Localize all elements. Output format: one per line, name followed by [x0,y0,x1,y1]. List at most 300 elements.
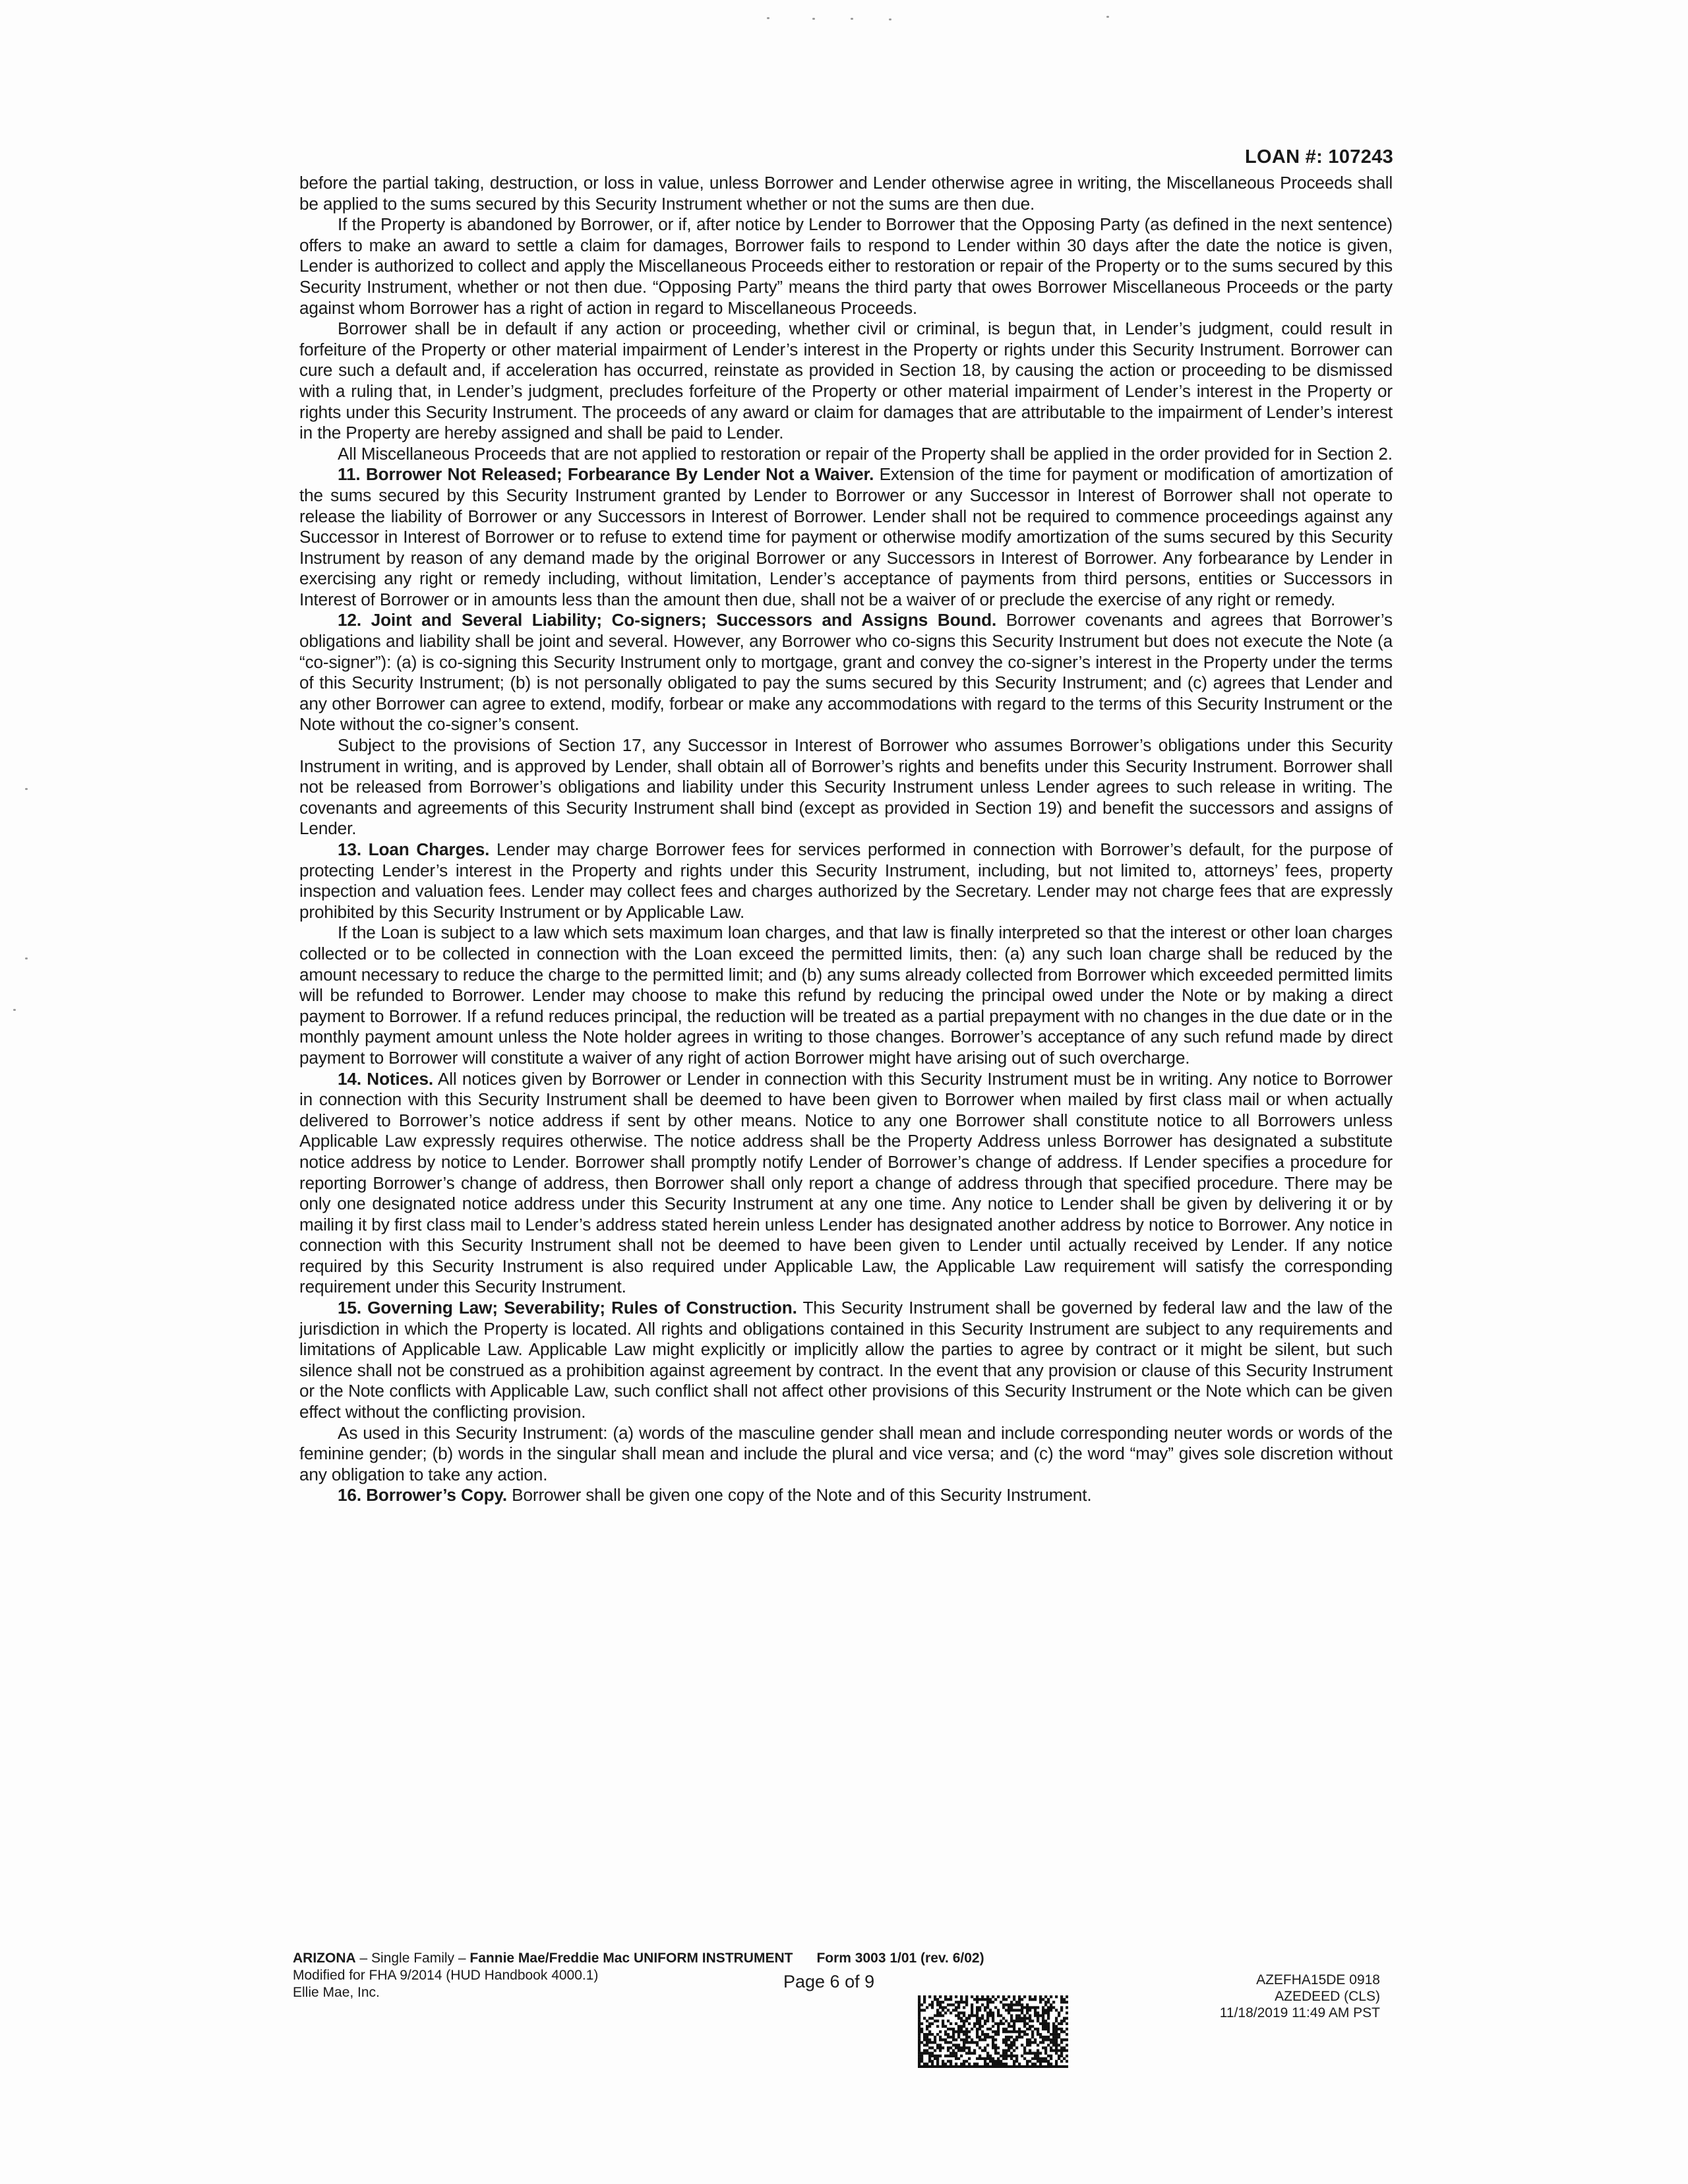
section-heading: 16. Borrower’s Copy. [338,1485,508,1505]
paragraph: Subject to the provisions of Section 17, any Successor in Interest of Borrower who assumes Borrower’s obligations under this Security Instrument in writing, and is approved by Lender, shall obtain all of Borrower’s rights and benefits under this Security Instrument. Borrower shall not be released from Borrower’s obligations and liability under this Security Instrument unless Lender agrees to such release in writing. The covenants and agreements of this Security Instrument shall bind (except as provided in Section 19) and benefit the successors and assigns of Lender. [299,735,1393,839]
barcode-module [931,2006,934,2009]
barcode-module [1010,2046,1013,2049]
barcode-module [1029,2044,1031,2046]
barcode-module [992,2063,994,2065]
barcode-module [1026,2063,1029,2065]
barcode-module [1029,2015,1031,2017]
barcode-module [926,2065,928,2068]
barcode-module [947,2036,950,2038]
barcode-module [1002,2049,1005,2051]
barcode-module [1008,2030,1010,2033]
barcode-module [950,2052,952,2055]
barcode-module [923,2036,926,2038]
barcode-module [960,2049,963,2051]
barcode-module [1058,2011,1060,2014]
barcode-module [1005,2030,1008,2033]
barcode-module [1023,1995,1026,1998]
barcode-module [979,2038,981,2041]
barcode-module [944,2030,947,2033]
barcode-module [939,2038,942,2041]
barcode-module [931,2001,934,2003]
barcode-module [1058,2044,1060,2046]
barcode-module [989,1998,992,2001]
barcode-module [939,2015,942,2017]
barcode-module [968,2063,971,2065]
barcode-module [1060,2038,1063,2041]
barcode-module [942,2001,944,2003]
barcode-module [947,2003,950,2006]
barcode-module [1055,2009,1058,2011]
barcode-module [920,2022,923,2025]
barcode-module [968,2046,971,2049]
barcode-module [1029,2006,1031,2009]
barcode-module [1018,2028,1021,2030]
barcode-module [1042,2015,1044,2017]
barcode-module [1018,2009,1021,2011]
barcode-module [920,2030,923,2033]
barcode-module [936,2055,939,2057]
barcode-module [1044,2028,1047,2030]
barcode-module [1008,2038,1010,2041]
barcode-module [952,2052,955,2055]
barcode-module [1066,2049,1068,2051]
barcode-module [942,2006,944,2009]
barcode-module [923,2065,926,2068]
barcode-module [994,2044,997,2046]
barcode-module [976,2033,979,2036]
barcode-module [1034,2038,1037,2041]
barcode-module [1034,2041,1037,2044]
barcode-module [1023,2030,1026,2033]
barcode-module [944,2033,947,2036]
barcode-module [920,2060,923,2063]
barcode-module [1044,2020,1047,2022]
barcode-module [1039,2022,1042,2025]
barcode-module [1018,2030,1021,2033]
barcode-module [1013,2025,1015,2028]
barcode-module [1055,2046,1058,2049]
barcode-module [1055,2028,1058,2030]
barcode-module [989,2009,992,2011]
barcode-module [1015,2057,1018,2060]
barcode-module [997,1995,1000,1998]
barcode-module [1050,2003,1052,2006]
scan-speck [812,18,815,20]
barcode-module [1015,2001,1018,2003]
barcode-module [979,2025,981,2028]
barcode-module [989,2060,992,2063]
barcode-module [1015,2020,1018,2022]
barcode-module [931,2017,934,2020]
barcode-module [1018,2033,1021,2036]
barcode-module [950,2028,952,2030]
barcode-module [1015,2017,1018,2020]
barcode-module [994,2049,997,2051]
barcode-module [939,2046,942,2049]
barcode-module [918,2060,920,2063]
scan-speck [25,957,28,959]
barcode-module [976,2009,979,2011]
barcode-module [1058,2033,1060,2036]
barcode-module [1050,2063,1052,2065]
barcode-module [1008,2065,1010,2068]
barcode-module [984,2049,986,2051]
barcode-module [1021,2030,1023,2033]
barcode-module [997,2009,1000,2011]
barcode-module [1010,2009,1013,2011]
barcode-module [997,2052,1000,2055]
barcode-module [984,2063,986,2065]
barcode-module [1034,2015,1037,2017]
barcode-module [1034,2063,1037,2065]
barcode-module [1052,2036,1055,2038]
barcode-module [979,2036,981,2038]
barcode-module [928,2033,931,2036]
barcode-module [1008,2049,1010,2051]
barcode-module [1005,1998,1008,2001]
barcode-module [923,1995,926,1998]
barcode-module [994,2065,997,2068]
barcode-module [928,2046,931,2049]
barcode-module [1039,2041,1042,2044]
paragraph: before the partial taking, destruction, or loss in value, unless Borrower and Lender otherwise agree in writing, the Miscellaneous Proceeds shall be applied to the sums secured by this Security Instrument whether or not the sums are then due. [299,173,1393,214]
barcode-module [942,2015,944,2017]
barcode-module [947,2049,950,2051]
barcode-module [1005,2020,1008,2022]
barcode-module [939,2044,942,2046]
barcode-module [992,2036,994,2038]
barcode-module [1055,2033,1058,2036]
barcode-module [936,1998,939,2001]
barcode-module [1063,2065,1066,2068]
barcode-module [950,2011,952,2014]
barcode-module [979,2046,981,2049]
barcode-module [997,2046,1000,2049]
barcode-module [1066,2065,1068,2068]
barcode-module [926,2063,928,2065]
barcode-module [952,2036,955,2038]
barcode-module [1037,2065,1039,2068]
barcode-module [994,2046,997,2049]
barcode-module [1039,2001,1042,2003]
barcode-module [994,2063,997,2065]
barcode-module [1000,2020,1002,2022]
barcode-module [1021,2017,1023,2020]
barcode-module [989,2015,992,2017]
page-number: Page 6 of 9 [783,1972,875,1991]
barcode-module [957,2036,960,2038]
barcode-module [928,2038,931,2041]
barcode-module [934,2038,936,2041]
barcode-module [1008,2009,1010,2011]
barcode-module [1042,2057,1044,2060]
barcode-module [1044,2011,1047,2014]
barcode-module [1031,2025,1034,2028]
barcode-module [1047,2025,1050,2028]
barcode-module [920,2041,923,2044]
barcode-module [960,2030,963,2033]
barcode-module [918,2017,920,2020]
barcode-module [981,2017,984,2020]
barcode-module [1000,2060,1002,2063]
barcode-module [1066,2055,1068,2057]
paragraph: If the Property is abandoned by Borrower, or if, after notice by Lender to Borrower that the Opposing Party (as defined in the next sentence) offers to make an award to settle a claim for damages, Borrower fails to respond to Lender within 30 days after the date the notice is given, Lender is authorized to collect and apply the Miscellaneous Proceeds either to restoration or repair of the Property or to the sums secured by this Security Instrument, whether or not then due. “Opposing Party” means the third party that owes Borrower Miscellaneous Proceeds or the party against whom Borrower has a right of action in regard to Miscellaneous Proceeds. [299,214,1393,318]
barcode-module [955,2015,957,2017]
barcode-module [1005,2003,1008,2006]
barcode-module [934,2041,936,2044]
barcode-module [1060,2060,1063,2063]
barcode-module [918,2028,920,2030]
barcode-module [928,2055,931,2057]
barcode-module [997,2033,1000,2036]
barcode-module [960,1995,963,1998]
barcode-module [1008,2055,1010,2057]
barcode-module [1015,2065,1018,2068]
barcode-module [920,2052,923,2055]
barcode-module [971,2028,973,2030]
barcode-module [1055,2017,1058,2020]
barcode-module [992,2041,994,2044]
barcode-module [965,2017,968,2020]
barcode-module [1047,2017,1050,2020]
barcode-module [976,2057,979,2060]
paragraph: As used in this Security Instrument: (a) words of the masculine gender shall mean and include corresponding neuter words or words of the feminine gender; (b) words in the singular shall mean and include the plural and vice versa; and (c) the word “may” gives sole discretion without any obligation to take any action. [299,1422,1393,1484]
barcode-module [1005,2038,1008,2041]
footer-modified: Modified for FHA 9/2014 (HUD Handbook 4000.1) [293,1968,599,1983]
barcode-module [997,2060,1000,2063]
barcode-module [1066,2017,1068,2020]
barcode-module [944,2025,947,2028]
barcode-module [1008,2044,1010,2046]
barcode-module [963,2049,965,2051]
barcode-module [944,2041,947,2044]
barcode-module [918,2044,920,2046]
barcode-module [923,2044,926,2046]
barcode-module [957,2049,960,2051]
barcode-module [918,2009,920,2011]
barcode-module [928,2057,931,2060]
barcode-module [1013,2055,1015,2057]
barcode-module [992,2001,994,2003]
barcode-module [984,2057,986,2060]
barcode-module [955,2022,957,2025]
barcode-module [1050,2046,1052,2049]
barcode-module [1060,1995,1063,1998]
barcode-module [1037,2033,1039,2036]
barcode-module [1010,2017,1013,2020]
barcode-module [986,2063,989,2065]
barcode-module [1044,2065,1047,2068]
barcode-module [926,2025,928,2028]
barcode-module [918,2006,920,2009]
barcode-module [926,2044,928,2046]
barcode-module [963,2020,965,2022]
barcode-module [926,2041,928,2044]
barcode-module [992,2046,994,2049]
barcode-module [918,2038,920,2041]
barcode-module [973,2041,976,2044]
barcode-module [1013,2041,1015,2044]
barcode-module [955,2001,957,2003]
barcode-module [1039,1998,1042,2001]
barcode-module [934,2057,936,2060]
barcode-module [1029,1995,1031,1998]
barcode-module [1008,2006,1010,2009]
barcode-module [986,2052,989,2055]
barcode-module [989,2028,992,2030]
barcode-module [928,2017,931,2020]
barcode-module [971,2009,973,2011]
barcode-module [928,2052,931,2055]
barcode-module [994,1998,997,2001]
barcode-module [963,2063,965,2065]
barcode-module [965,2038,968,2041]
barcode-module [931,2003,934,2006]
barcode-module [950,2022,952,2025]
barcode-module [963,2046,965,2049]
barcode-module [963,2041,965,2044]
barcode-module [952,2055,955,2057]
barcode-module [1031,1998,1034,2001]
barcode-module [968,2065,971,2068]
barcode-module [1047,2044,1050,2046]
barcode-module [973,2065,976,2068]
barcode-module [928,2065,931,2068]
barcode-module [963,2065,965,2068]
barcode-module [973,2022,976,2025]
barcode-module [976,2065,979,2068]
barcode-module [1044,2049,1047,2051]
barcode-module [1050,2033,1052,2036]
barcode-module [918,2033,920,2036]
barcode-module [1034,2009,1037,2011]
barcode-module [955,2055,957,2057]
barcode-module [989,2001,992,2003]
barcode-module [1037,2060,1039,2063]
barcode-module [955,2065,957,2068]
barcode-module [1026,2065,1029,2068]
barcode-module [947,2020,950,2022]
barcode-module [1010,2041,1013,2044]
barcode-module [979,2057,981,2060]
barcode-module [1055,2025,1058,2028]
barcode-module [957,2065,960,2068]
barcode-module [942,2060,944,2063]
barcode-module [944,1998,947,2001]
barcode-module [934,2065,936,2068]
barcode-module [920,2057,923,2060]
barcode-module [960,2001,963,2003]
barcode-module [981,1998,984,2001]
barcode-module [947,2041,950,2044]
barcode-module [1000,2022,1002,2025]
barcode-module [1018,1995,1021,1998]
barcode-module [997,2063,1000,2065]
barcode-module [992,2030,994,2033]
barcode-module [1052,2001,1055,2003]
barcode-module [1066,2001,1068,2003]
barcode-module [1060,2006,1063,2009]
barcode-module [1050,2038,1052,2041]
barcode-module [918,2022,920,2025]
barcode-module [936,2033,939,2036]
barcode-module [973,1998,976,2001]
barcode-module [992,2044,994,2046]
barcode-module [918,1995,920,1998]
barcode-module [1055,2030,1058,2033]
barcode-module [918,2030,920,2033]
barcode-module [926,2049,928,2051]
barcode-module [960,1998,963,2001]
barcode-module [976,2020,979,2022]
barcode-module [1066,2022,1068,2025]
barcode-module [1058,2065,1060,2068]
barcode-module [973,2049,976,2051]
barcode-module [1047,2055,1050,2057]
barcode-module [960,2011,963,2014]
barcode-module [1052,2033,1055,2036]
barcode-module [1002,2052,1005,2055]
footer-form-line: ARIZONA – Single Family – Fannie Mae/Freddie Mac UNIFORM INSTRUMENT Form 3003 1/01 (rev. 6/02) [293,1951,984,1966]
barcode-module [1002,2022,1005,2025]
barcode-module [971,2041,973,2044]
barcode-module [942,2022,944,2025]
barcode-module [1002,2041,1005,2044]
barcode-module [965,2028,968,2030]
barcode-module [1018,2020,1021,2022]
barcode-module [1031,2006,1034,2009]
barcode-module [984,2065,986,2068]
barcode-module [1005,2057,1008,2060]
barcode-module [928,2041,931,2044]
barcode-module [1060,2020,1063,2022]
barcode-module [1002,2065,1005,2068]
barcode-module [926,2038,928,2041]
barcode-module [918,2063,920,2065]
barcode-module [1037,2049,1039,2051]
barcode-module [1013,2044,1015,2046]
barcode-module [992,2017,994,2020]
scan-speck [767,17,769,19]
barcode-module [968,2052,971,2055]
scan-speck [889,18,891,20]
barcode-module [931,2033,934,2036]
barcode-module [936,2044,939,2046]
barcode-module [918,2003,920,2006]
barcode-module [928,1995,931,1998]
barcode-module [1066,2028,1068,2030]
barcode-module [976,2041,979,2044]
barcode-module [1005,2028,1008,2030]
barcode-module [928,2003,931,2006]
footer-state: ARIZONA [293,1951,356,1966]
barcode-module [936,2011,939,2014]
barcode-module [963,2060,965,2063]
barcode-module [1000,2015,1002,2017]
barcode-module [957,2025,960,2028]
barcode-module [965,2020,968,2022]
barcode-module [1047,2028,1050,2030]
barcode-module [931,2063,934,2065]
barcode-module [1000,2055,1002,2057]
barcode-module [1023,2006,1026,2009]
barcode-module [1044,2003,1047,2006]
barcode-module [986,2065,989,2068]
barcode-module [918,1998,920,2001]
barcode-module [1044,2036,1047,2038]
barcode-module [957,2001,960,2003]
barcode-module [1002,2006,1005,2009]
